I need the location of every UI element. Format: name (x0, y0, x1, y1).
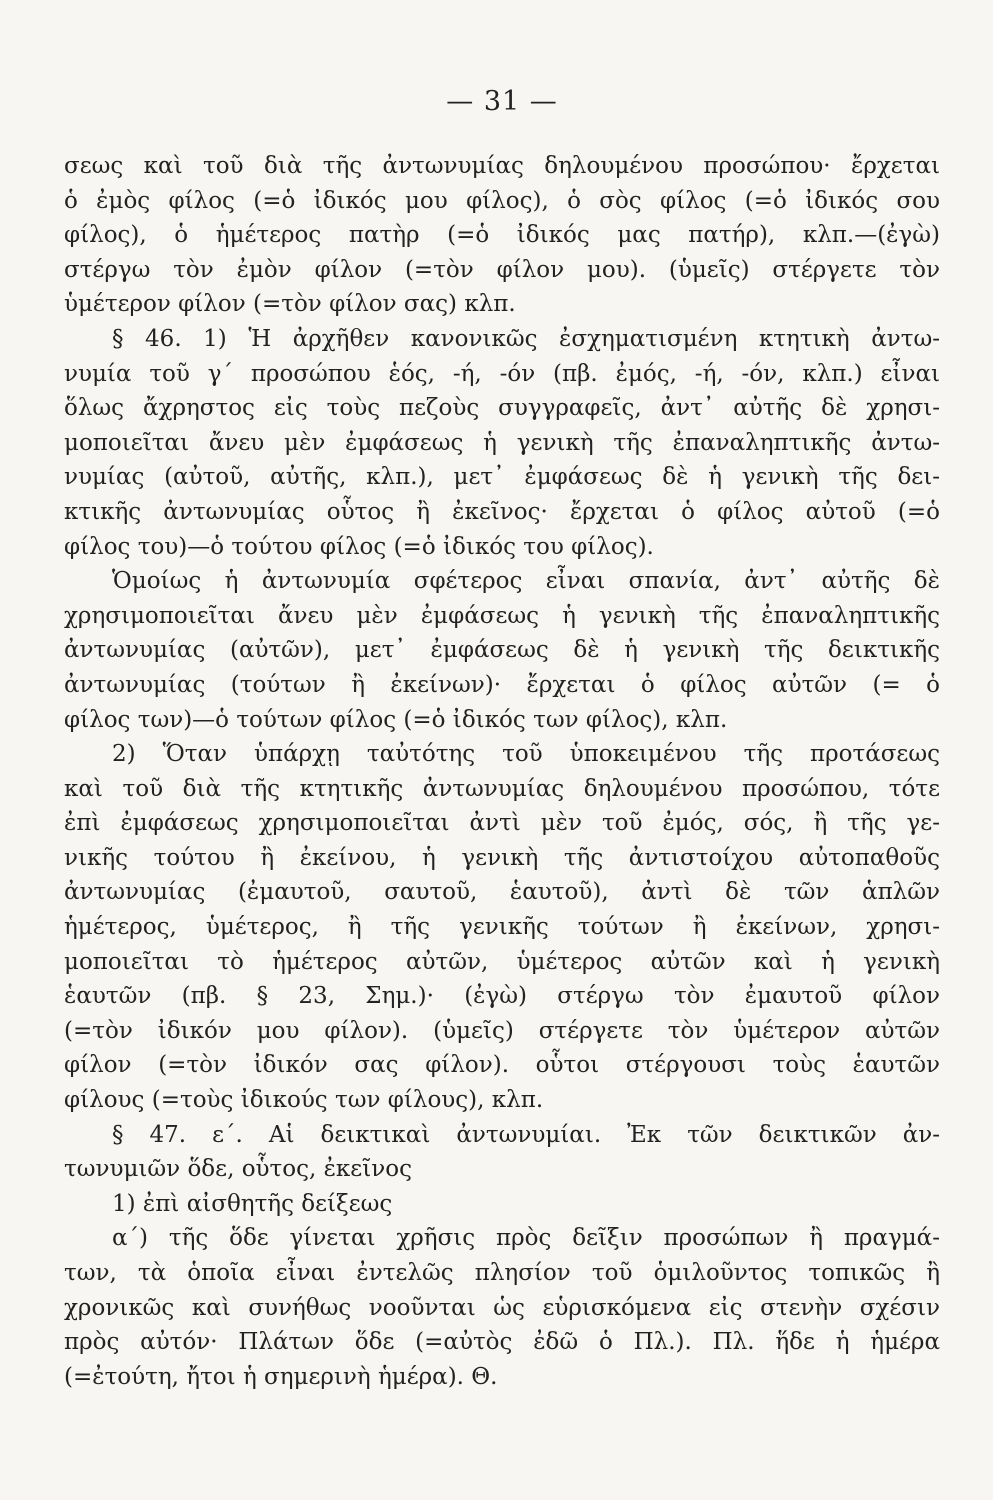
text-line: φίλους (=τοὺς ἰδικούς των φίλους), κλπ. (64, 1087, 544, 1114)
text-line: ἀντωνυμίας (τούτων ἢ ἐκείνων)· ἔρχεται ὁ φίλος αὐτῶν (= ὁ (64, 671, 940, 698)
text-line: ὁ ἐμὸς φίλος (=ὁ ἰδικός μου φίλος), ὁ σὸς φίλος (=ὁ ἰδικός σου (64, 187, 940, 214)
text-line: νυμίας (αὐτοῦ, αὐτῆς, κλπ.), μετ᾽ ἐμφάσεως δὲ ἡ γενικὴ τῆς δει- (64, 464, 940, 491)
text-line: χρησιμοποιεῖται ἄνευ μὲν ἐμφάσεως ἡ γενικὴ τῆς ἐπαναληπτικῆς (64, 602, 940, 629)
text-line: (=τὸν ἰδικόν μου φίλον). (ὑμεῖς) στέργετε τὸν ὑμέτερον αὐτῶν (64, 1017, 940, 1044)
text-line: α΄) τῆς ὅδε γίνεται χρῆσις πρὸς δεῖξιν προσώπων ἢ πραγμά- (112, 1225, 940, 1252)
page (64, 86, 940, 1394)
body-text (64, 149, 940, 1394)
text-line: χρονικῶς καὶ συνήθως νοοῦνται ὡς εὑρισκόμενα εἰς στενὴν σχέσιν (64, 1294, 940, 1321)
text-line: ἀντωνυμίας (ἐμαυτοῦ, σαυτοῦ, ἑαυτοῦ), ἀντὶ δὲ τῶν ἁπλῶν (64, 879, 940, 906)
text-line: (=ἐτούτη, ἤτοι ἡ σημερινὴ ἡμέρα). Θ. (64, 1363, 498, 1390)
text-line: τωνυμιῶν ὅδε, οὗτος, ἐκεῖνος (64, 1156, 412, 1183)
text-line: καὶ τοῦ διὰ τῆς κτητικῆς ἀντωνυμίας δηλουμένου προσώπου, τότε (64, 775, 940, 802)
page-number: — 31 — (446, 86, 558, 117)
text-line: φίλος των)—ὁ τούτων φίλος (=ὁ ἰδικός των φίλος), κλπ. (64, 706, 728, 733)
text-line: ὑμέτερον φίλον (=τὸν φίλον σας) κλπ. (64, 291, 516, 318)
text-line: μοποιεῖται ἄνευ μὲν ἐμφάσεως ἡ γενικὴ τῆς ἐπαναληπτικῆς ἀντω- (64, 429, 940, 456)
text-line: σεως καὶ τοῦ διὰ τῆς ἀντωνυμίας δηλουμένου προσώπου· ἔρχεται (64, 153, 940, 179)
text-line: 2) Ὅταν ὑπάρχῃ ταὐτότης τοῦ ὑποκειμένου τῆς προτάσεως (112, 741, 940, 768)
text-line: πρὸς αὐτόν· Πλάτων ὅδε (=αὐτὸς ἐδῶ ὁ Πλ.). Πλ. ἥδε ἡ ἡμέρα (64, 1329, 940, 1356)
text-line: 1) ἐπὶ αἰσθητῆς δείξεως (112, 1190, 393, 1217)
text-line: ἐπὶ ἐμφάσεως χρησιμοποιεῖται ἀντὶ μὲν τοῦ ἐμός, σός, ἢ τῆς γε- (64, 810, 940, 837)
text-line: § 47. ε΄. Αἱ δεικτικαὶ ἀντωνυμίαι. Ἐκ τῶν δεικτικῶν ἀν- (112, 1121, 940, 1148)
text-line: ὅλως ἄχρηστος εἰς τοὺς πεζοὺς συγγραφεῖς, ἀντ᾽ αὐτῆς δὲ χρησι- (64, 395, 940, 422)
text-line: ἡμέτερος, ὑμέτερος, ἢ τῆς γενικῆς τούτων ἢ ἐκείνων, χρησι- (64, 914, 940, 941)
text-line: § 46. 1) Ἡ ἀρχῆθεν κανονικῶς ἐσχηματισμένη κτητικὴ ἀντω- (112, 325, 940, 352)
text-line: νυμία τοῦ γ΄ προσώπου ἑός, -ή, -όν (πβ. ἐμός, -ή, -όν, κλπ.) εἶναι (64, 360, 940, 387)
text-line: νικῆς τούτου ἢ ἐκείνου, ἡ γενικὴ τῆς ἀντιστοίχου αὐτοπαθοῦς (64, 844, 940, 871)
text-line: φίλος του)—ὁ τούτου φίλος (=ὁ ἰδικός του φίλος). (64, 533, 654, 560)
text-line: Ὁμοίως ἡ ἀντωνυμία σφέτερος εἶναι σπανία, ἀντ᾽ αὐτῆς δὲ (112, 568, 940, 595)
text-line: μοποιεῖται τὸ ἡμέτερος αὐτῶν, ὑμέτερος αὐτῶν καὶ ἡ γενικὴ (64, 948, 940, 975)
text-line: των, τὰ ὁποῖα εἶναι ἐντελῶς πλησίον τοῦ ὁμιλοῦντος τοπικῶς ἢ (64, 1260, 940, 1286)
text-line: κτικῆς ἀντωνυμίας οὗτος ἢ ἐκεῖνος· ἔρχεται ὁ φίλος αὐτοῦ (=ὁ (64, 498, 940, 525)
text-line: φίλος), ὁ ἡμέτερος πατὴρ (=ὁ ἰδικός μας πατήρ), κλπ.—(ἐγὼ) (64, 222, 940, 249)
text-line: φίλον (=τὸν ἰδικόν σας φίλον). οὗτοι στέργουσι τοὺς ἑαυτῶν (64, 1052, 940, 1079)
text-line: στέργω τὸν ἐμὸν φίλον (=τὸν φίλον μου). (ὑμεῖς) στέργετε τὸν (64, 256, 940, 283)
text-line: ἀντωνυμίας (αὐτῶν), μετ᾽ ἐμφάσεως δὲ ἡ γενικὴ τῆς δεικτικῆς (64, 637, 940, 664)
text-line: ἑαυτῶν (πβ. § 23, Σημ.)· (ἐγὼ) στέργω τὸν ἐμαυτοῦ φίλον (64, 983, 940, 1010)
